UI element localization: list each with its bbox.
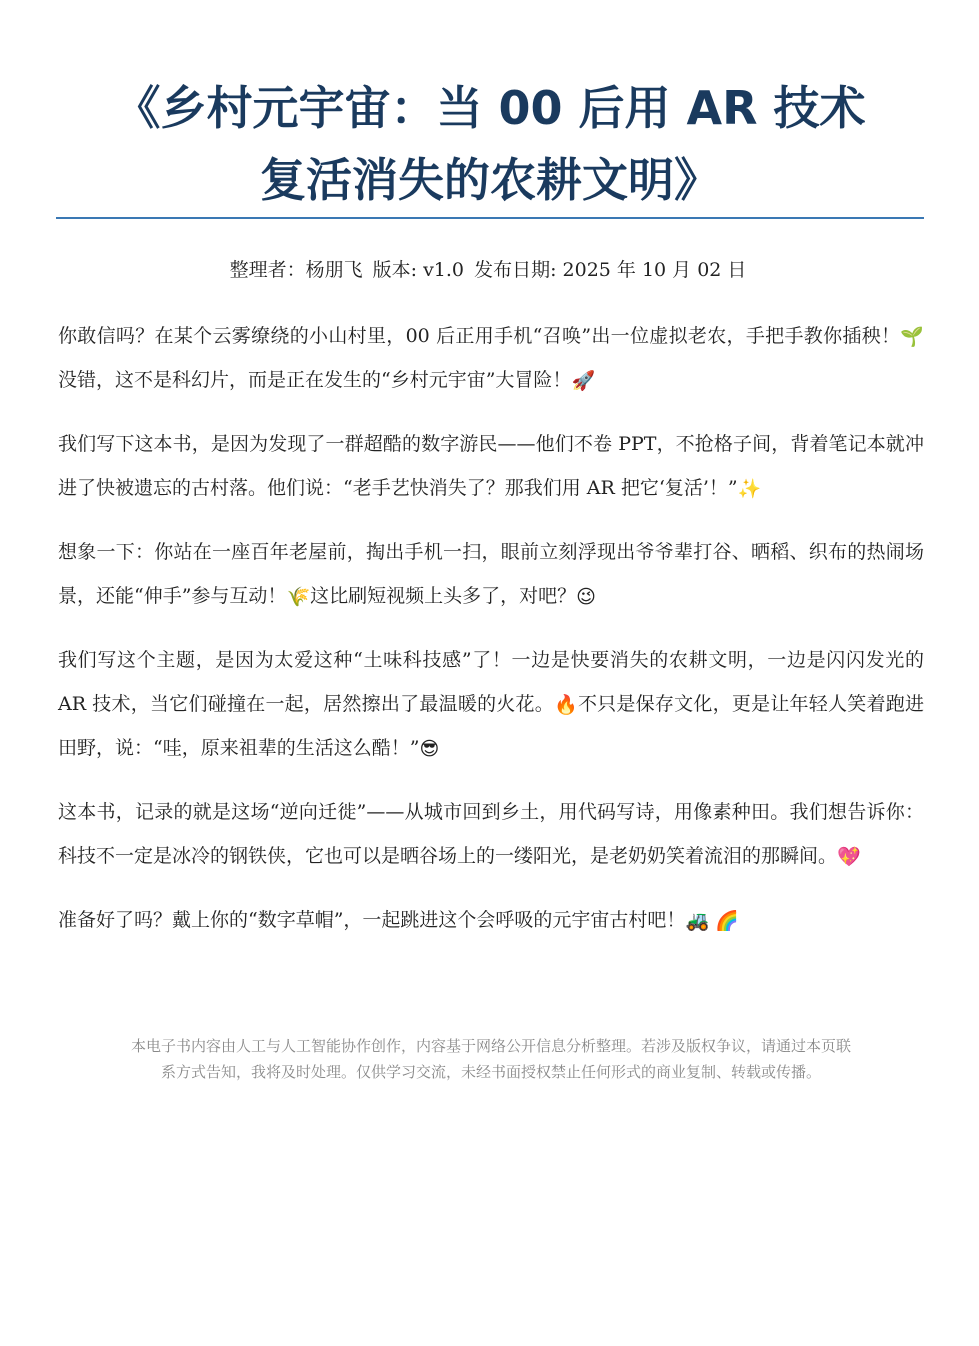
paragraph-text: 这比刷短视频上头多了，对吧？ — [310, 585, 577, 607]
wink-icon: 😉 — [576, 585, 596, 608]
paragraph-3 — [58, 530, 924, 618]
paragraph-text: 我们写这个主题，是因为太爱这种“土味科技感”了！一边是快要消失的农耕文明，一边是闪闪发光的 AR 技术，当它们碰撞在一起，居然擦出了最温暖的火花。 — [58, 649, 924, 715]
document-meta — [56, 254, 924, 286]
paragraph-6 — [58, 898, 924, 942]
meta-editor: 整理者：杨朋飞 — [229, 259, 363, 281]
document-body — [58, 314, 924, 962]
paragraph-text: 我们写下这本书，是因为发现了一群超酷的数字游民——他们不卷 PPT，不抢格子间，背着笔记本就冲进了快被遗忘的古村落。他们说：“老手艺快消失了？那我们用 AR 把它‘复活’！” — [58, 433, 924, 499]
footer-line-1: 本电子书内容由人工与人工智能协作创作，内容基于网络公开信息分析整理。若涉及版权争议，请通过本页联 — [130, 1037, 851, 1055]
footer-line-2: 系方式告知，我将及时处理。仅供学习交流，未经书面授权禁止任何形式的商业复制、转载或传播。 — [160, 1063, 821, 1081]
tractor-icon: 🚜 — [685, 909, 710, 932]
paragraph-4 — [58, 638, 924, 770]
rice-icon: 🌾 — [286, 585, 311, 608]
fire-icon: 🔥 — [554, 693, 578, 716]
sunglasses-icon: 😎 — [419, 737, 440, 760]
seedling-icon: 🌱 — [900, 325, 924, 348]
title-line-2: 复活消失的农耕文明》 — [260, 153, 720, 207]
paragraph-text: 你敢信吗？在某个云雾缭绕的小山村里，00 后正用手机“召唤”出一位虚拟老农，手把手教你插秧！ — [58, 325, 901, 347]
paragraph-text: 准备好了吗？戴上你的“数字草帽”，一起跳进这个会呼吸的元宇宙古村吧！ — [58, 909, 686, 931]
paragraph-text: 想象一下：你站在一座百年老屋前，掏出手机一扫，眼前立刻浮现出爷爷辈打谷、晒稻、织布的热闹场景，还能“伸手”参与互动！ — [58, 541, 924, 607]
rainbow-icon: 🌈 — [715, 909, 739, 932]
rocket-icon: 🚀 — [571, 369, 596, 392]
title-divider — [56, 217, 924, 219]
paragraph-text: 这本书，记录的就是这场“逆向迁徙”——从城市回到乡土，用代码写诗，用像素种田。我们想告诉你：科技不一定是冰冷的钢铁侠，它也可以是晒谷场上的一缕阳光，是老奶奶笑着流泪的那瞬间。 — [58, 801, 924, 867]
copyright-footer — [58, 1033, 924, 1085]
paragraph-1 — [58, 314, 924, 402]
paragraph-text: 不只是保存文化，更是让年轻人笑着跑进田野，说：“哇，原来祖辈的生活这么酷！” — [58, 693, 924, 759]
meta-version: 版本: v1.0 — [372, 259, 465, 281]
heart-icon: 💖 — [837, 845, 861, 868]
paragraph-5 — [58, 790, 924, 878]
title-line-1: 《乡村元宇宙：当 00 后用 AR 技术 — [114, 81, 866, 135]
paragraph-text: 没错，这不是科幻片，而是正在发生的“乡村元宇宙”大冒险！ — [58, 369, 572, 391]
meta-date: 发布日期: 2025 年 10 月 02 日 — [474, 259, 747, 281]
document-title — [56, 72, 924, 216]
paragraph-2 — [58, 422, 924, 510]
sparkles-icon: ✨ — [737, 477, 762, 500]
